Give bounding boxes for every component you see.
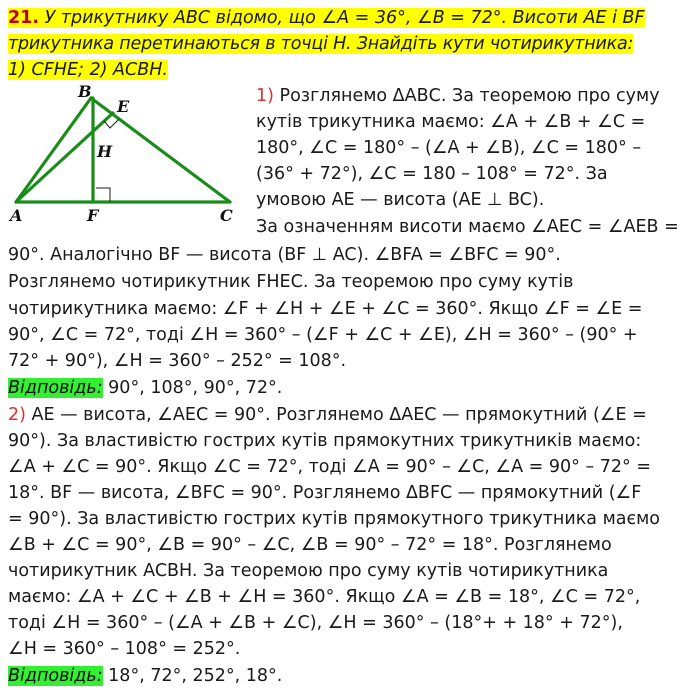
part2-marker: 2) [8, 405, 26, 425]
part1-line-7: 90°. Аналогічно BF — висота (BF ⊥ AC). ∠BFA = ∠BFC = 90°. [8, 245, 561, 265]
part1-line-8: Розглянемо чотирикутник FHEC. За теоремою про суму кутів [8, 272, 574, 292]
part2-line-4: 18°. BF — висота, ∠BFC = 90°. Розглянемо ΔBFC — прямокутний (∠F [8, 483, 642, 503]
part1-line-3: 180°, ∠C = 180° – (∠A + ∠B), ∠C = 180° – [256, 138, 642, 158]
part2-line-10: ∠H = 360° – 108° = 252°. [8, 639, 241, 659]
problem-number: 21. [8, 8, 40, 28]
part2-answer-label: Відповідь: [8, 666, 103, 686]
part2-answer-value: 18°, 72°, 252°, 18°. [102, 666, 283, 686]
part1-answer-value: 90°, 108°, 90°, 72°. [102, 378, 283, 398]
problem-header-line-3 [8, 58, 691, 83]
side-ab [16, 98, 91, 202]
part1-line-4: (36° + 72°), ∠C = 180 – 108° = 72°. За [256, 164, 608, 184]
part1-line-11: 72° + 90°), ∠H = 360° – 252° = 108°. [8, 351, 347, 371]
part1-line-6: За означенням висоти маємо ∠AEC = ∠AEB = [256, 217, 679, 237]
problem-header-line-1 [8, 6, 691, 31]
part2-line-8: маємо: ∠A + ∠C + ∠B + ∠H = 360°. Якщо ∠A = ∠B = 18°, ∠C = 72°, [8, 587, 641, 607]
part1-line-10: 90°, ∠C = 72°, тоді ∠H = 360° – (∠F + ∠C + ∠E), ∠H = 360° – (90° + [8, 325, 638, 345]
part1-answer-label: Відповідь: [8, 378, 103, 398]
label-a: A [10, 206, 23, 222]
problem-text-3: 1) CFHE; 2) ACBH. [8, 60, 168, 80]
part2-line-6: ∠B + ∠C = 90°, ∠B = 90° – ∠C, ∠B = 90° – 72° = 18°. Розглянемо [8, 535, 612, 555]
part2-line-5: = 90°). За властивістю гострих кутів прямокутного трикутника маємо [8, 509, 661, 529]
part2-answer [8, 664, 691, 689]
part2-line-2: 90°). За властивістю гострих кутів прямокутних трикутників маємо: [8, 431, 642, 451]
problem-header-line-2 [8, 32, 691, 57]
part1-text-0: Розглянемо ΔАВС. За теоремою про суму [273, 86, 660, 106]
part1-line-2: кутів трикутника маємо: ∠A + ∠B + ∠C = [256, 112, 646, 132]
label-f: F [87, 206, 99, 222]
part2-line-1 [8, 403, 691, 428]
label-c: C [220, 206, 233, 222]
part2-line-3: ∠A + ∠C = 90°. Якщо ∠C = 72°, тоді ∠A = 90° – ∠C, ∠A = 90° – 72° = [8, 457, 651, 477]
triangle-figure [8, 82, 240, 222]
right-angle-mark-f [96, 188, 110, 202]
label-e: E [117, 97, 130, 116]
problem-text-2: трикутника перетинаються в точці H. Знайдіть кути чотирикутника: [8, 34, 634, 54]
part2-line-7: чотирикутник ACBH. За теоремою про суму кутів чотирикутника [8, 561, 609, 581]
part1-line-1 [256, 84, 691, 109]
part2-line-9: тоді ∠H = 360° – (∠A + ∠B + ∠C), ∠H = 360° – (18°+ + 18° + 72°), [8, 613, 623, 633]
part1-marker: 1) [256, 86, 274, 106]
label-b: B [78, 82, 92, 101]
problem-text-1: У трикутнику АВС відомо, що ∠A = 36°, ∠B = 72°. Висоти AE і BF [39, 8, 645, 28]
label-h: H [97, 142, 113, 161]
part2-text-0: AE — висота, ∠AEC = 90°. Розглянемо ΔAEC — прямокутний (∠E = [25, 405, 647, 425]
part1-line-5: умовою AE — висота (AE ⊥ BC). [256, 190, 545, 210]
part1-answer [8, 376, 691, 401]
part1-line-9: чотирикутника маємо: ∠F + ∠H + ∠E + ∠C = 360°. Якщо ∠F = ∠E = [8, 299, 643, 319]
